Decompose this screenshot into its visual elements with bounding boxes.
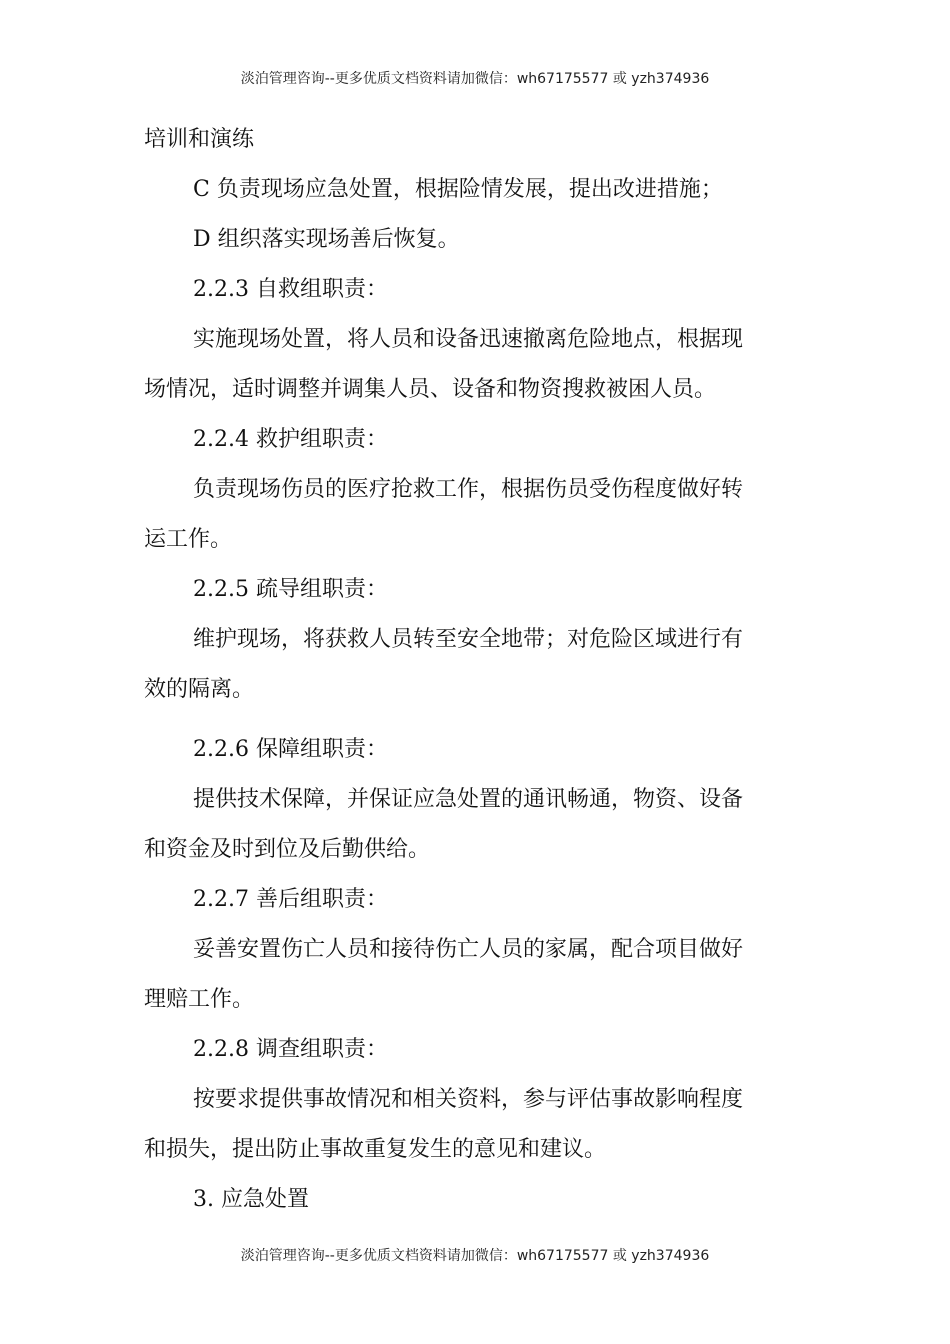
section-heading: 2.2.6 保障组职责： — [193, 737, 388, 762]
text-line: 和损失，提出防止事故重复发生的意见和建议。 — [144, 1137, 607, 1162]
text-line: 维护现场，将获救人员转至安全地带；对危险区域进行有 — [193, 627, 744, 652]
section-heading: 2.2.8 调查组职责： — [193, 1037, 388, 1062]
text-line: 提供技术保障，并保证应急处置的通讯畅通，物资、设备 — [193, 787, 744, 812]
text-line: 培训和演练 — [144, 127, 255, 152]
text-line: 运工作。 — [144, 527, 233, 552]
text-line: 按要求提供事故情况和相关资料，参与评估事故影响程度 — [193, 1087, 744, 1112]
text-line: 场情况，适时调整并调集人员、设备和物资搜救被困人员。 — [144, 377, 717, 402]
text-line: C 负责现场应急处置，根据险情发展，提出改进措施； — [193, 177, 723, 202]
page-footer: 淡泊管理咨询--更多优质文档资料请加微信：wh67175577 或 yzh374936 — [240, 1248, 710, 1264]
page-header: 淡泊管理咨询--更多优质文档资料请加微信：wh67175577 或 yzh374936 — [240, 71, 710, 87]
text-line: 妥善安置伤亡人员和接待伤亡人员的家属，配合项目做好 — [193, 937, 744, 962]
section-heading: 2.2.4 救护组职责： — [193, 427, 388, 452]
section-heading: 3. 应急处置 — [193, 1187, 309, 1212]
text-line: 实施现场处置，将人员和设备迅速撤离危险地点，根据现 — [193, 327, 744, 352]
section-heading: 2.2.5 疏导组职责： — [193, 577, 388, 602]
section-heading: 2.2.3 自救组职责： — [193, 277, 388, 302]
text-line: 效的隔离。 — [144, 677, 255, 702]
section-heading: 2.2.7 善后组职责： — [193, 887, 388, 912]
text-line: 理赔工作。 — [144, 987, 255, 1012]
text-line: D 组织落实现场善后恢复。 — [193, 227, 460, 252]
text-line: 和资金及时到位及后勤供给。 — [144, 837, 431, 862]
text-line: 负责现场伤员的医疗抢救工作，根据伤员受伤程度做好转 — [193, 477, 744, 502]
